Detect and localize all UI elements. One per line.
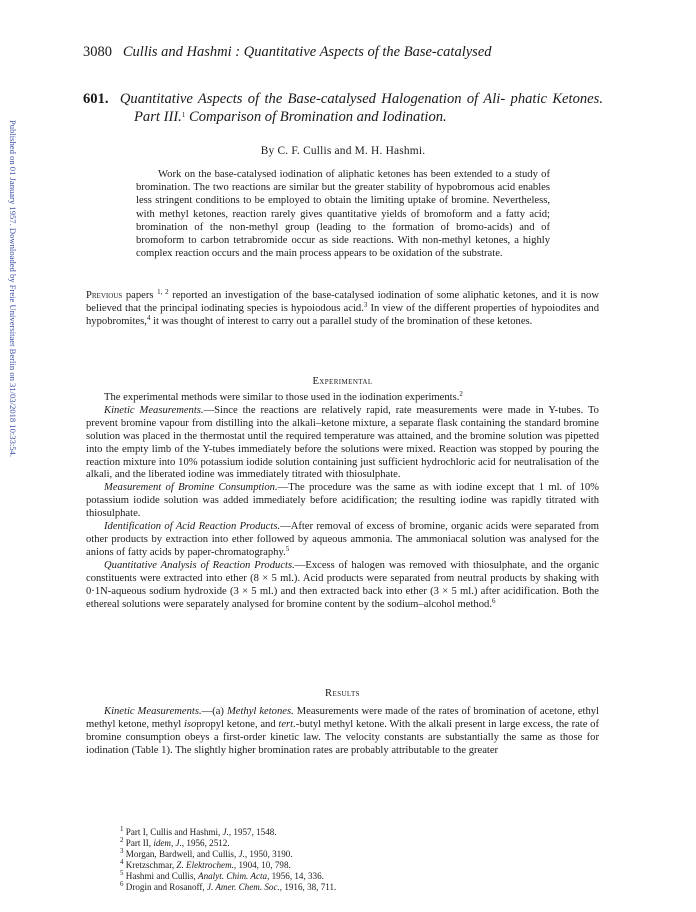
experimental-heading: Experimental xyxy=(312,376,373,387)
abstract: Work on the base-catalysed iodination of aliphatic ketones has been extended to a study of bromination. The two reactions are similar but the greater stability of hypobromous acid enables less stringent conditions to be employed to obtain the limiting uptake of bromine. Nevertheless, with methyl ketones, reaction rarely gives quantitative yields of bromoform and a fatty acid; bromination of the non-methyl group (leading to the formation of bromo-acids) and of bromoform to carbon tetrabromide occur as side reactions. With non-methyl ketones, a highly complex reaction occurs and the main process appears to be oxidation of the substrate. xyxy=(136,169,550,260)
footnote-1: $^1$ Part I, Cullis and Hashmi, J., 1957, 1548. xyxy=(120,825,277,837)
experimental-paragraph-analysis: Quantitative Analysis of Reaction Products.—Excess of halogen was removed with thiosulphate, and the organic constituents were extracted into ether (8 × 5 ml.). Acid products were separated from neutral products by shaking with 0·1N-aqueous sodium hydroxide (3 × 5 ml.) and then extracted back into ether (3 × 5 ml.) after acidification. Both the ethereal solutions were separately analysed for bromine content by the sodium–alcohol method.$^6$ xyxy=(86,559,599,610)
footnote-4: $^4$ Kretzschmar, Z. Elektrochem., 1904, 10, 798. xyxy=(120,857,291,870)
footnotes xyxy=(120,827,580,892)
title-line-3: Iodination. xyxy=(382,109,447,125)
results-paragraph-1: Kinetic Measurements.—(a) Methyl ketones. Measurements were made of the rates of bromination of acetone, ethyl methyl ketone, methyl isopropyl ketone, and tert.-butyl methyl ketone. With the alkali present in large excess, the rate of bromine consumption obeys a first-order kinetic law. The velocity constants are substantially the same as those for iodination (Table 1). The slightly higher bromination rates are probably attributable to the greater xyxy=(86,706,600,756)
byline: By C. F. Cullis and M. H. Hashmi. xyxy=(260,145,426,157)
identification-subheading: Identification of Acid Reaction Products. xyxy=(104,521,281,533)
article-number: 601. xyxy=(83,91,109,107)
footnote-5: $^5$ Hashmi and Cullis, Analyt. Chim. Acta, 1956, 14, 336. xyxy=(120,868,324,881)
experimental-section xyxy=(86,392,599,611)
title-line-2b: Comparison of Bromination and xyxy=(185,109,379,125)
download-notice-text: Published on 01 January 1957. Downloaded by Freie Universitaet Berlin on 31/03/2018 10:33:54. xyxy=(8,120,18,458)
experimental-paragraph-consumption: Measurement of Bromine Consumption.—The procedure was the same as with iodine except that 1 ml. of 10% potassium iodide solution was added immediately before acidification; the resulting iodine was rapidly titrated with thiosulphate. xyxy=(86,482,599,520)
kinetic-subheading: Kinetic Measurements. xyxy=(104,404,204,416)
footnote-6: $^6$ Drogin and Rosanoff, J. Amer. Chem. Soc., 1916, 38, 711. xyxy=(120,879,337,892)
running-head-title: Cullis and Hashmi : Quantitative Aspects of the Base-catalysed xyxy=(122,44,492,60)
title-footnote-ref: 1 xyxy=(181,111,186,119)
title-line-2: phatic Ketones. Part III. xyxy=(134,91,603,125)
introduction xyxy=(86,290,599,329)
results-section xyxy=(86,706,599,758)
intro-paragraph: Previous papers $^{1, 2}$ reported an investigation of the base-catalysed iodination of some aliphatic ketones, and it is now believed that the principal iodinating species is hypoiodous acid.$^3$ In view of the different properties of hypoiodites and hypobromites,$^4$ it was thought of interest to carry out a parallel study of the bromination of these ketones. xyxy=(86,288,599,327)
consumption-subheading: Measurement of Bromine Consumption. xyxy=(104,482,278,494)
footnote-3: $^3$ Morgan, Bardwell, and Cullis, J., 1950, 3190. xyxy=(120,846,293,859)
experimental-paragraph-identification: Identification of Acid Reaction Products.—After removal of excess of bromine, organic acids were separated from other products by extraction into ether followed by aqueous ammonia. The ammoniacal solution was analysed for the anions of fatty acids by paper-chromatography.$^5$ xyxy=(86,521,599,558)
article-title xyxy=(83,90,603,126)
experimental-paragraph-1: The experimental methods were similar to those used in the iodination experiments.$^2$ xyxy=(104,390,463,403)
download-notice-sidebar xyxy=(4,120,18,590)
footnote-2: $^2$ Part II, idem, J., 1956, 2512. xyxy=(120,835,230,848)
running-head xyxy=(83,44,603,61)
title-line-1: Quantitative Aspects of the Base-catalysed Halogenation of Ali- xyxy=(119,91,506,107)
page-number: 3080 xyxy=(83,44,112,60)
intro-lead-word: Previous xyxy=(86,290,123,301)
results-heading: Results xyxy=(325,688,360,699)
analysis-subheading: Quantitative Analysis of Reaction Products. xyxy=(104,559,295,571)
experimental-paragraph-kinetic: Kinetic Measurements.—Since the reactions are relatively rapid, rate measurements were made in Y-tubes. To prevent bromine vapour from distilling into the alkali–ketone mixture, a separate flask containing the standard bromine solution was placed in the thermostat until the required temperature was attained, and the bromine solution was pipetted into the empty limb of the Y-tubes immediately before the solutions were mixed. Reaction was stopped by pouring the reaction mixture into 10% potassium iodide solution containing just sufficient hydrochloric acid for neutralisation of the alkali, and the liberated iodine was immediately titrated with thiosulphate. xyxy=(86,404,599,481)
